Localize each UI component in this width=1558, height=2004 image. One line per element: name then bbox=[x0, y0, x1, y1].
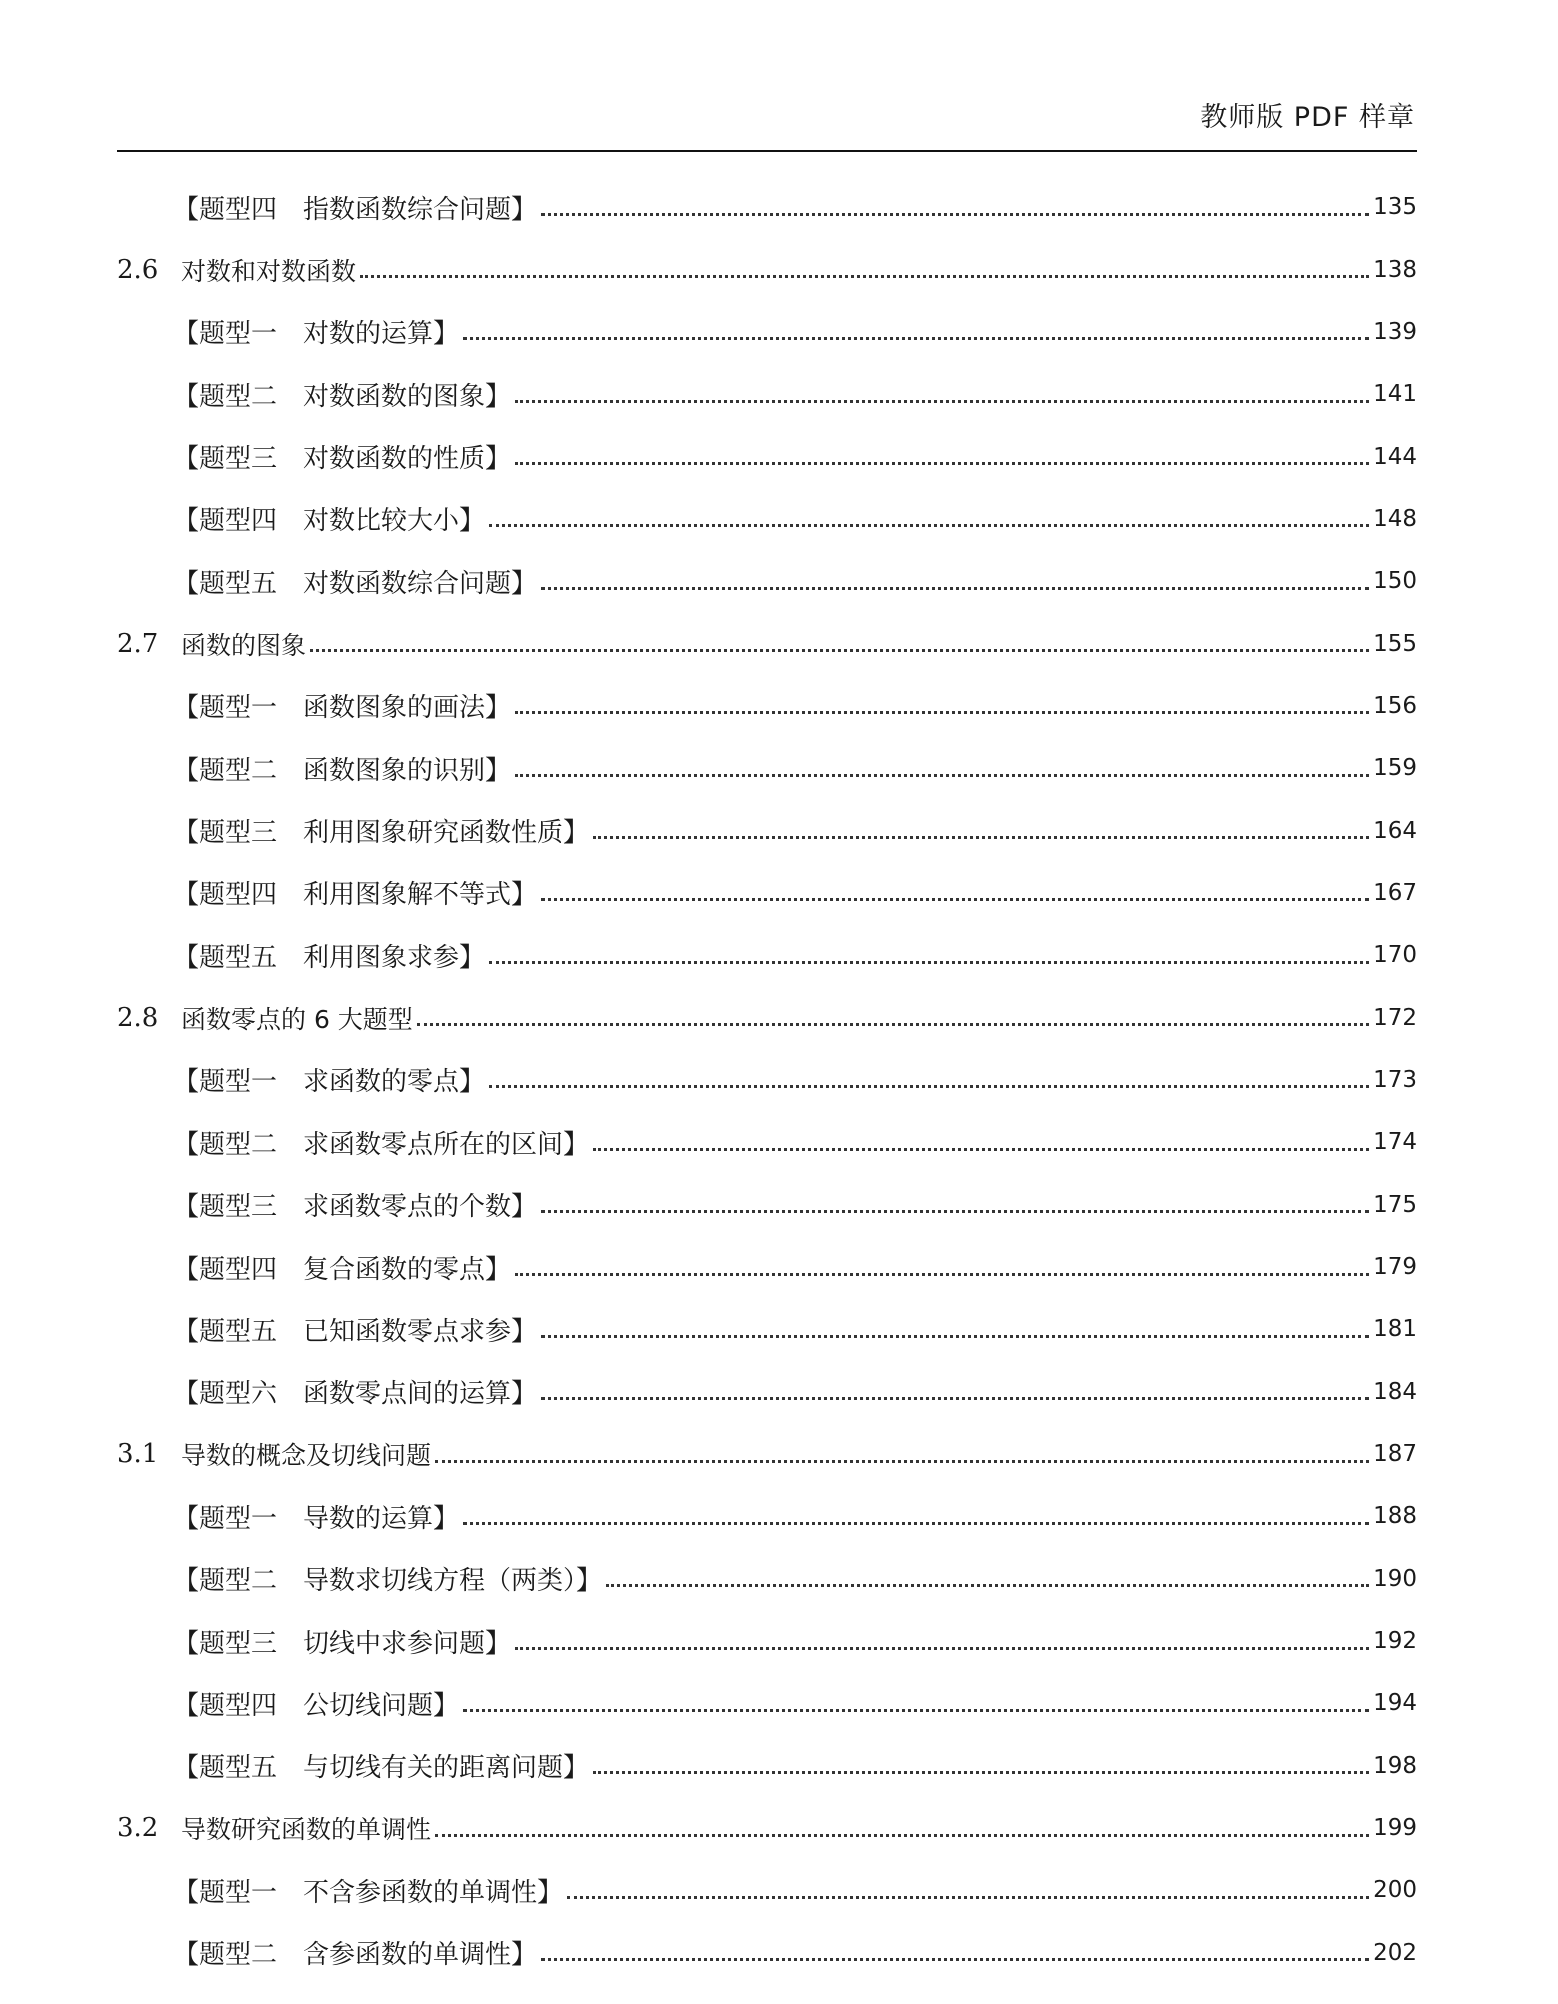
toc-entry-title: 【题型一 不含参函数的单调性】 bbox=[173, 1877, 564, 1908]
toc-dot-leader bbox=[515, 400, 1369, 403]
toc-page-number: 135 bbox=[1373, 194, 1417, 221]
toc-section-number: 3.2 bbox=[117, 1813, 159, 1844]
toc-dot-leader bbox=[360, 275, 1369, 278]
toc-dot-leader bbox=[515, 462, 1369, 465]
toc-page-number: 155 bbox=[1373, 630, 1417, 657]
toc-page-number: 175 bbox=[1373, 1191, 1417, 1218]
toc-page-number: 173 bbox=[1373, 1066, 1417, 1093]
toc-page-number: 172 bbox=[1373, 1004, 1417, 1031]
toc-page-number: 167 bbox=[1373, 879, 1417, 906]
toc-section-number: 3.1 bbox=[117, 1439, 159, 1470]
toc-item-entry[interactable] bbox=[117, 176, 1417, 238]
toc-section-number: 2.6 bbox=[117, 254, 159, 285]
header-divider bbox=[117, 150, 1417, 152]
toc-entry-title: 【题型一 导数的运算】 bbox=[173, 1503, 460, 1534]
toc-entry-title: 函数的图象 bbox=[181, 630, 307, 660]
toc-section-entry[interactable] bbox=[117, 238, 1417, 300]
toc-item-entry[interactable] bbox=[117, 1361, 1417, 1423]
table-of-contents bbox=[117, 176, 1417, 1984]
toc-dot-leader bbox=[463, 1522, 1369, 1525]
toc-dot-leader bbox=[463, 1709, 1369, 1712]
toc-section-entry[interactable] bbox=[117, 1797, 1417, 1859]
toc-entry-title: 【题型五 与切线有关的距离问题】 bbox=[173, 1753, 590, 1784]
toc-dot-leader bbox=[489, 961, 1369, 964]
toc-dot-leader bbox=[541, 1958, 1369, 1961]
toc-dot-leader bbox=[417, 1023, 1369, 1026]
toc-item-entry[interactable] bbox=[117, 1859, 1417, 1921]
toc-entry-title: 【题型一 对数的运算】 bbox=[173, 319, 460, 350]
toc-dot-leader bbox=[541, 1335, 1369, 1338]
toc-entry-title: 【题型五 已知函数零点求参】 bbox=[173, 1316, 538, 1347]
toc-item-entry[interactable] bbox=[117, 363, 1417, 425]
toc-page-number: 188 bbox=[1373, 1503, 1417, 1530]
toc-section-number: 2.8 bbox=[117, 1002, 159, 1033]
toc-entry-title: 【题型二 导数求切线方程（两类）】 bbox=[173, 1566, 603, 1597]
toc-dot-leader bbox=[593, 1771, 1369, 1774]
toc-entry-title: 【题型四 指数函数综合问题】 bbox=[173, 194, 538, 225]
toc-entry-title: 【题型二 含参函数的单调性】 bbox=[173, 1940, 538, 1971]
toc-dot-leader bbox=[593, 1148, 1369, 1151]
toc-page-number: 190 bbox=[1373, 1565, 1417, 1592]
toc-entry-title: 【题型六 函数零点间的运算】 bbox=[173, 1379, 538, 1410]
toc-dot-leader bbox=[541, 1210, 1369, 1213]
toc-item-entry[interactable] bbox=[117, 924, 1417, 986]
toc-entry-title: 【题型五 对数函数综合问题】 bbox=[173, 568, 538, 599]
toc-entry-title: 【题型一 函数图象的画法】 bbox=[173, 693, 512, 724]
toc-item-entry[interactable] bbox=[117, 1049, 1417, 1111]
toc-item-entry[interactable] bbox=[117, 1672, 1417, 1734]
toc-page-number: 144 bbox=[1373, 443, 1417, 470]
toc-page-number: 170 bbox=[1373, 942, 1417, 969]
toc-dot-leader bbox=[515, 774, 1369, 777]
toc-item-entry[interactable] bbox=[117, 1922, 1417, 1984]
toc-dot-leader bbox=[541, 587, 1369, 590]
toc-page-number: 192 bbox=[1373, 1628, 1417, 1655]
toc-entry-title: 对数和对数函数 bbox=[181, 256, 357, 286]
toc-entry-title: 【题型四 对数比较大小】 bbox=[173, 506, 486, 537]
toc-dot-leader bbox=[541, 1397, 1369, 1400]
toc-page-number: 150 bbox=[1373, 568, 1417, 595]
toc-page-number: 148 bbox=[1373, 505, 1417, 532]
toc-item-entry[interactable] bbox=[117, 301, 1417, 363]
toc-dot-leader bbox=[515, 1273, 1369, 1276]
toc-entry-title: 【题型三 利用图象研究函数性质】 bbox=[173, 818, 590, 849]
toc-item-entry[interactable] bbox=[117, 488, 1417, 550]
toc-entry-title: 【题型二 求函数零点所在的区间】 bbox=[173, 1129, 590, 1160]
toc-item-entry[interactable] bbox=[117, 1298, 1417, 1360]
toc-dot-leader bbox=[515, 711, 1369, 714]
toc-section-entry[interactable] bbox=[117, 986, 1417, 1048]
toc-section-number: 2.7 bbox=[117, 628, 159, 659]
toc-item-entry[interactable] bbox=[117, 1111, 1417, 1173]
toc-dot-leader bbox=[489, 1085, 1369, 1088]
toc-dot-leader bbox=[606, 1584, 1369, 1587]
toc-page-number: 174 bbox=[1373, 1129, 1417, 1156]
toc-entry-title: 【题型三 求函数零点的个数】 bbox=[173, 1192, 538, 1223]
toc-dot-leader bbox=[310, 649, 1369, 652]
toc-item-entry[interactable] bbox=[117, 1735, 1417, 1797]
toc-entry-title: 【题型二 函数图象的识别】 bbox=[173, 755, 512, 786]
toc-page-number: 187 bbox=[1373, 1441, 1417, 1468]
toc-page-number: 200 bbox=[1373, 1877, 1417, 1904]
toc-page-number: 181 bbox=[1373, 1316, 1417, 1343]
toc-dot-leader bbox=[435, 1460, 1369, 1463]
toc-dot-leader bbox=[593, 836, 1369, 839]
toc-page-number: 184 bbox=[1373, 1378, 1417, 1405]
toc-page-number: 159 bbox=[1373, 755, 1417, 782]
toc-section-entry[interactable] bbox=[117, 612, 1417, 674]
toc-dot-leader bbox=[463, 337, 1369, 340]
toc-item-entry[interactable] bbox=[117, 1610, 1417, 1672]
toc-entry-title: 【题型四 利用图象解不等式】 bbox=[173, 880, 538, 911]
toc-entry-title: 【题型五 利用图象求参】 bbox=[173, 942, 486, 973]
toc-item-entry[interactable] bbox=[117, 1174, 1417, 1236]
toc-page-number: 156 bbox=[1373, 692, 1417, 719]
toc-entry-title: 【题型四 复合函数的零点】 bbox=[173, 1254, 512, 1285]
toc-item-entry[interactable] bbox=[117, 862, 1417, 924]
toc-page-number: 139 bbox=[1373, 318, 1417, 345]
toc-dot-leader bbox=[435, 1834, 1369, 1837]
toc-item-entry[interactable] bbox=[117, 550, 1417, 612]
toc-item-entry[interactable] bbox=[117, 1236, 1417, 1298]
toc-page-number: 138 bbox=[1373, 256, 1417, 283]
toc-entry-title: 【题型三 对数函数的性质】 bbox=[173, 444, 512, 475]
toc-item-entry[interactable] bbox=[117, 799, 1417, 861]
toc-item-entry[interactable] bbox=[117, 425, 1417, 487]
toc-dot-leader bbox=[541, 898, 1369, 901]
toc-dot-leader bbox=[541, 213, 1369, 216]
toc-entry-title: 【题型四 公切线问题】 bbox=[173, 1690, 460, 1721]
toc-entry-title: 【题型三 切线中求参问题】 bbox=[173, 1628, 512, 1659]
toc-item-entry[interactable] bbox=[117, 1548, 1417, 1610]
toc-page-number: 194 bbox=[1373, 1690, 1417, 1717]
toc-entry-title: 导数研究函数的单调性 bbox=[181, 1815, 432, 1845]
toc-page-number: 198 bbox=[1373, 1752, 1417, 1779]
toc-dot-leader bbox=[489, 524, 1369, 527]
toc-item-entry[interactable] bbox=[117, 675, 1417, 737]
toc-item-entry[interactable] bbox=[117, 737, 1417, 799]
toc-page-number: 202 bbox=[1373, 1939, 1417, 1966]
toc-page-number: 141 bbox=[1373, 381, 1417, 408]
toc-entry-title: 【题型一 求函数的零点】 bbox=[173, 1067, 486, 1098]
toc-dot-leader bbox=[515, 1647, 1369, 1650]
toc-item-entry[interactable] bbox=[117, 1485, 1417, 1547]
toc-page-number: 164 bbox=[1373, 817, 1417, 844]
toc-entry-title: 【题型二 对数函数的图象】 bbox=[173, 381, 512, 412]
toc-dot-leader bbox=[567, 1896, 1369, 1899]
page-header-title: 教师版 PDF 样章 bbox=[1200, 102, 1415, 133]
toc-entry-title: 函数零点的 6 大题型 bbox=[181, 1004, 413, 1034]
toc-page-number: 179 bbox=[1373, 1254, 1417, 1281]
toc-section-entry[interactable] bbox=[117, 1423, 1417, 1485]
toc-page-number: 199 bbox=[1373, 1815, 1417, 1842]
toc-entry-title: 导数的概念及切线问题 bbox=[181, 1441, 432, 1471]
